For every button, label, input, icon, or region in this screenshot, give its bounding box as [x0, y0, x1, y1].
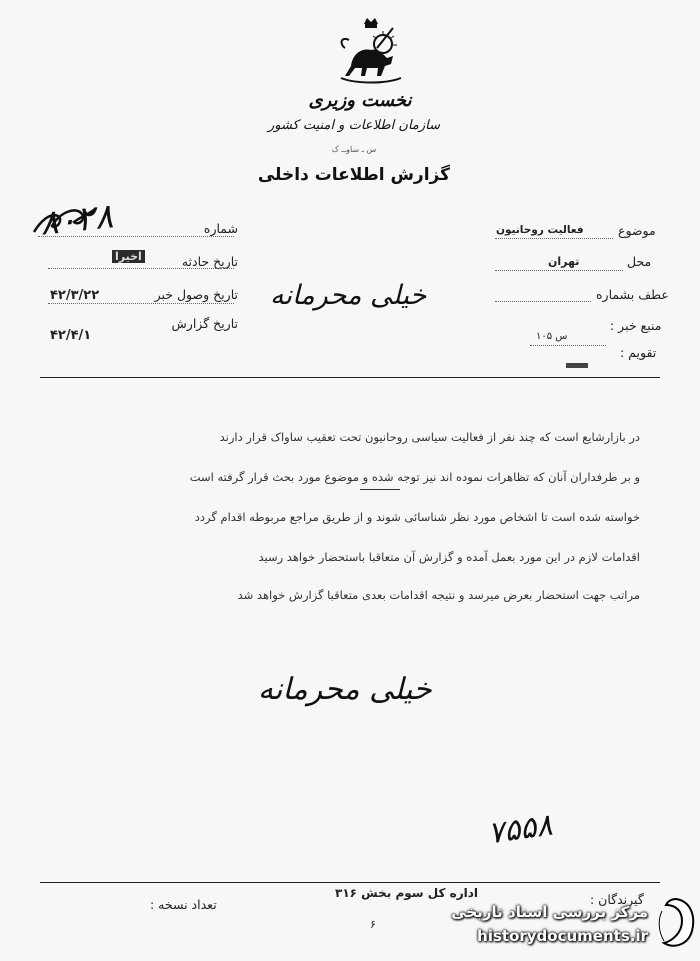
source-label: منبع خبر :	[610, 318, 662, 333]
watermark-url: historydocuments.ir	[477, 927, 648, 945]
report-type-heading: گزارش اطلاعات داخلی	[257, 165, 450, 185]
organization-code: س ـ ساوــ ک	[331, 145, 377, 154]
watermark	[410, 885, 700, 961]
source-value: س ۱۰۵	[536, 331, 568, 342]
report-date-label: تاریخ گزارش	[171, 316, 238, 331]
reference-line	[495, 301, 591, 302]
historydocuments-logo-icon	[656, 897, 696, 951]
subject-line	[495, 238, 613, 239]
incident-date-value: اخیرا	[112, 250, 145, 263]
recipients-label: گیرندگان :	[590, 892, 644, 907]
organization-title: نخست وزیری	[308, 90, 412, 111]
header-separator	[40, 377, 660, 378]
body-line: مراتب جهت استحضار بعرض میرسد و نتیجه اقدامات بعدی متعاقبا گزارش خواهد شد	[237, 588, 640, 602]
subject-value: فعالیت روحانیون	[496, 224, 584, 236]
body-line: اقدامات لازم در این مورد بعمل آمده و گزارش آن متعاقبا باستحضار خواهد رسید	[258, 550, 640, 564]
subject-label: موضوع	[618, 223, 656, 238]
confidential-stamp-top: خیلی محرمانه	[270, 280, 427, 311]
received-date-line	[48, 303, 234, 304]
department-value: اداره کل سوم بخش ۳۱۶	[335, 886, 478, 900]
assessment-label: تقویم :	[620, 345, 657, 360]
body-line: در بازارشایع است که چند نفر از فعالیت سیاسی روحانیون تحت تعقیب ساواک قرار دارند	[219, 430, 640, 444]
underline-mark	[360, 489, 400, 490]
copies-label: تعداد نسخه :	[150, 897, 217, 912]
location-label: محل	[627, 254, 652, 269]
body-line: و بر طرفداران آنان که تظاهرات نموده اند نیز توجه شده و موضوع مورد بحث قرار گرفته است	[189, 470, 640, 484]
incident-date-label: تاریخ حادثه	[181, 254, 238, 269]
confidential-stamp-bottom: خیلی محرمانه	[258, 672, 432, 707]
reference-label: عطف بشماره	[596, 287, 669, 302]
number-value: ۸۰۲۸	[38, 196, 115, 244]
footer-separator	[40, 882, 660, 883]
assessment-mark	[566, 363, 588, 368]
watermark-title: مرکز بررسی اسناد تاریخی	[451, 903, 648, 921]
number-label: شماره	[203, 221, 238, 236]
received-date-label: تاریخ وصول خبر	[154, 287, 238, 302]
handwritten-number: ۷۵۵۸	[485, 807, 555, 852]
location-line	[495, 270, 623, 271]
location-value: تهران	[548, 255, 580, 268]
incident-date-line	[48, 268, 234, 269]
organization-name: سازمان اطلاعات و امنیت کشور	[267, 118, 440, 133]
body-line: خواسته شده است تا اشخاص مورد نظر شناسائی شوند و از طریق مراجع مربوطه اقدام گردد	[194, 510, 640, 524]
received-date-value: ۴۲/۳/۲۲	[50, 288, 100, 303]
lion-and-sun-emblem-icon	[331, 18, 411, 84]
signature-icon	[30, 202, 100, 238]
page-mark: ۶	[370, 918, 376, 931]
source-line	[530, 345, 606, 346]
report-date-value: ۴۲/۴/۱	[50, 328, 92, 343]
